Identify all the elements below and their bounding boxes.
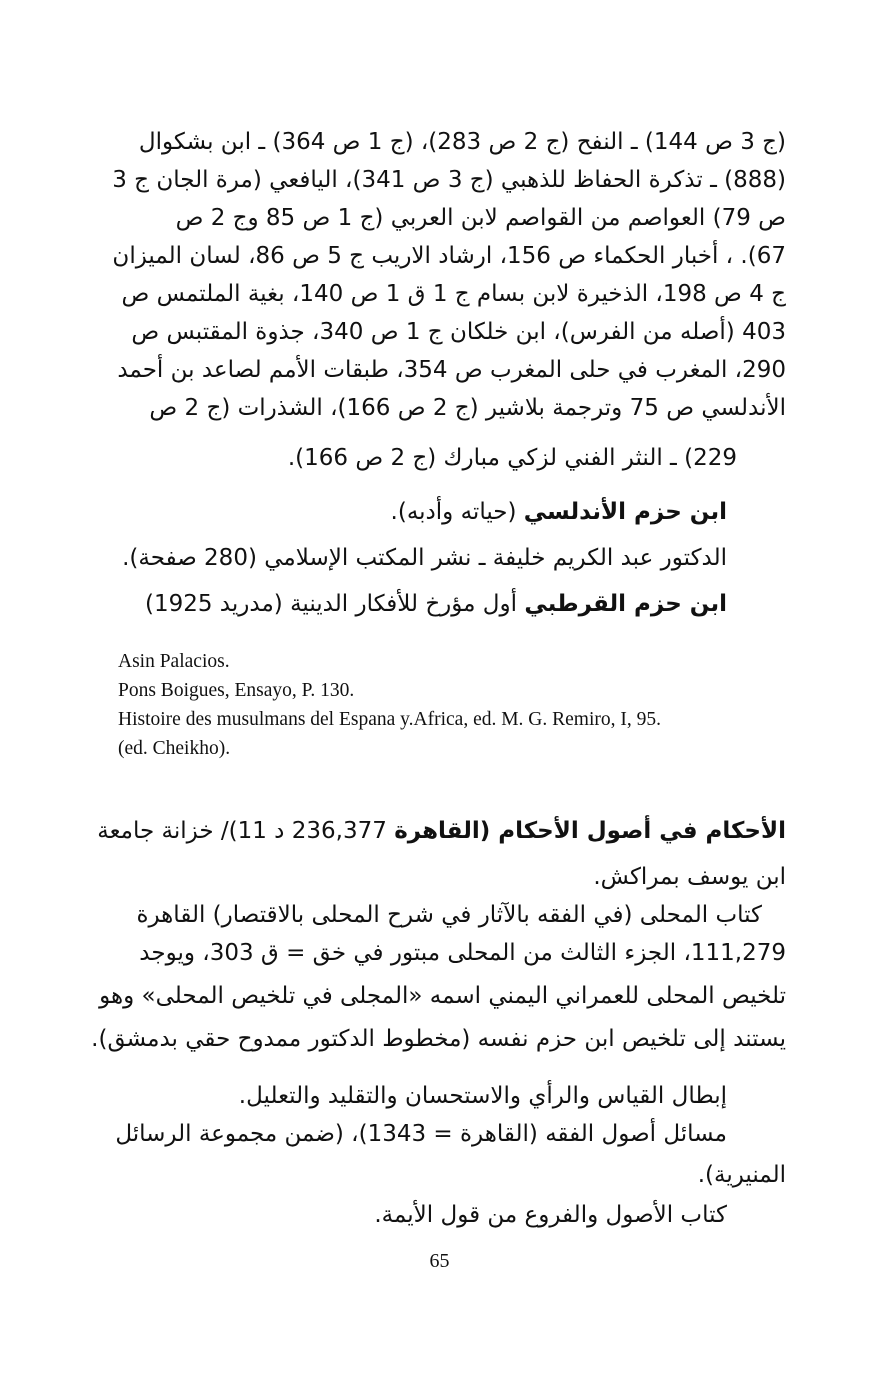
text-line: كتاب المحلى (في الفقه بالآثار في شرح المحلى بالاقتصار) القاهرة	[136, 902, 762, 928]
text-line: ابن يوسف بمراكش.	[593, 864, 786, 890]
text-line: 111,279، الجزء الثالث من المحلى مبتور في خق = ق 303، ويوجد	[139, 940, 786, 966]
text-line: (ج 3 ص 144) ـ النفح (ج 2 ص 283)، (ج 1 ص 364) ـ ابن بشكوال	[138, 129, 786, 155]
text-line: مسائل أصول الفقه (القاهرة = 1343)، (ضمن مجموعة الرسائل	[115, 1121, 727, 1147]
work-title: الأحكام في أصول الأحكام (القاهرة	[394, 818, 786, 844]
text-line: كتاب الأصول والفروع من قول الأيمة.	[374, 1202, 727, 1228]
text-line: 290، المغرب في حلى المغرب ص 354، طبقات الأمم لصاعد بن أحمد	[117, 357, 786, 383]
text-line: الأندلسي ص 75 وترجمة بلاشير (ج 2 ص 166)، الشذرات (ج 2 ص	[149, 395, 786, 421]
text-line: 67). ، أخبار الحكماء ص 156، ارشاد الاريب ج 5 ص 86، لسان الميزان	[112, 243, 786, 269]
text-line: إبطال القياس والرأي والاستحسان والتقليد والتعليل.	[238, 1083, 727, 1109]
text-line: يستند إلى تلخيص ابن حزم نفسه (مخطوط الدكتور ممدوح حقي بدمشق).	[91, 1026, 786, 1052]
latin-reference: (ed. Cheikho).	[118, 738, 231, 759]
text-line: المنيرية).	[697, 1162, 786, 1188]
reference-line	[391, 494, 727, 532]
reference-line: الدكتور عبد الكريم خليفة ـ نشر المكتب الإسلامي (280 صفحة).	[122, 545, 727, 571]
latin-reference: Asin Palacios.	[118, 651, 230, 672]
work-detail: 236,377 د 11)/ خزانة جامعة	[97, 818, 395, 844]
reference-detail: (حياته وأدبه).	[390, 499, 524, 525]
text-line: ج 4 ص 198، الذخيرة لابن بسام ج 1 ق 1 ص 140، بغية الملتمس ص	[121, 281, 786, 307]
text-line: 403 (أصله من الفرس)، ابن خلكان ج 1 ص 340، جذوة المقتبس ص	[131, 319, 786, 345]
reference-line	[145, 586, 727, 624]
reference-title: ابن حزم الأندلسي	[523, 499, 727, 525]
reference-title: ابن حزم القرطبي	[524, 591, 727, 617]
text-line: ص 79) العواصم من القواصم لابن العربي (ج 1 ص 85 وج 2 ص	[175, 205, 786, 231]
text-line: تلخيص المحلى للعمراني اليمني اسمه «المجلى في تلخيص المحلى» وهو	[99, 983, 786, 1009]
reference-detail: أول مؤرخ للأفكار الدينية (مدريد 1925)	[144, 591, 525, 617]
text-line	[97, 813, 786, 851]
latin-reference: Histoire des musulmans del Espana y.Africa, ed. M. G. Remiro, I, 95.	[118, 709, 662, 730]
page-number: 65	[429, 1250, 450, 1272]
text-line: 229) ـ النثر الفني لزكي مبارك (ج 2 ص 166).	[287, 445, 737, 471]
text-line: (888) ـ تذكرة الحفاظ للذهبي (ج 3 ص 341)، اليافعي (مرة الجان ج 3	[112, 167, 786, 193]
latin-reference: Pons Boigues, Ensayo, P. 130.	[118, 680, 355, 701]
